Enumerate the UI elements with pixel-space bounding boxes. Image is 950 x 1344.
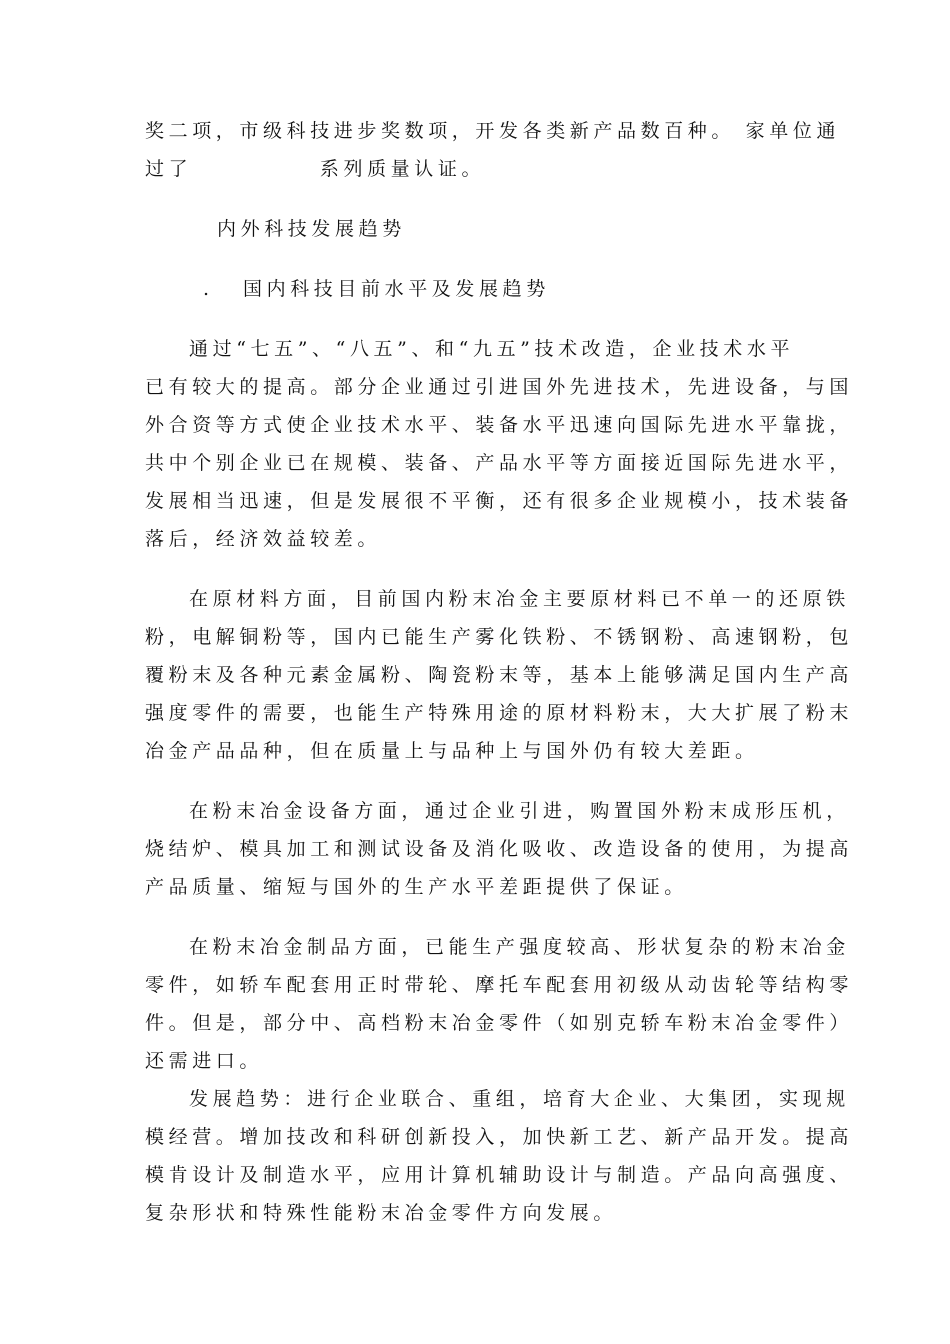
paragraph-2: [145, 580, 854, 770]
paragraph-1: [145, 330, 854, 558]
paragraph-line: 产品质量、缩短与国外的生产水平差距提供了保证。: [145, 876, 688, 898]
paragraph-line: 在粉末冶金制品方面，已能生产强度较高、形状复杂的粉末冶金: [189, 936, 850, 958]
paragraph-line: 冶金产品品种，但在质量上与品种上与国外仍有较大差距。: [145, 740, 759, 762]
paragraph-line: 零件，如轿车配套用正时带轮、摩托车配套用初级从动齿轮等结构零: [145, 974, 854, 996]
paragraph-line: 模经营。增加技改和科研创新投入，加快新工艺、新产品开发。提高: [145, 1126, 854, 1148]
paragraph-line: 发展趋势：进行企业联合、重组，培育大企业、大集团，实现规: [189, 1088, 850, 1110]
paragraph-line: 在粉末冶金设备方面，通过企业引进，购置国外粉末成形压机，: [189, 800, 850, 822]
section-heading: 内外科技发展趋势: [217, 218, 406, 240]
paragraph-line: 复杂形状和特殊性能粉末冶金零件方向发展。: [145, 1202, 618, 1224]
paragraph-line: 还需进口。: [145, 1050, 264, 1072]
paragraph-3: [145, 792, 854, 906]
paragraph-line: 件。但是，部分中、高档粉末冶金零件（如别克轿车粉末冶金零件）: [145, 1012, 854, 1034]
paragraph-line: 模肯设计及制造水平，应用计算机辅助设计与制造。产品向高强度、: [145, 1164, 854, 1186]
subsection-title: 国内科技目前水平及发展趋势: [243, 278, 550, 300]
paragraph-4: [145, 928, 854, 1080]
subsection-number: .: [203, 278, 214, 300]
subsection-heading: [145, 270, 805, 308]
paragraph-line: 强度零件的需要，也能生产特殊用途的原材料粉末，大大扩展了粉末: [145, 702, 854, 724]
paragraph-line: 烧结炉、模具加工和测试设备及消化吸收、改造设备的使用，为提高: [145, 838, 854, 860]
paragraph-line: 通过“七五”、“八五”、和“九五”技术改造，企业技术水平: [189, 338, 795, 360]
paragraph-5: [145, 1080, 854, 1232]
intro-line-1: 奖二项，市级科技进步奖数项，开发各类新产品数百种。 家单位通: [145, 120, 841, 142]
paragraph-line: 共中个别企业已在规模、装备、产品水平等方面接近国际先进水平，: [145, 452, 854, 474]
paragraph-line: 覆粉末及各种元素金属粉、陶瓷粉末等，基本上能够满足国内生产高: [145, 664, 854, 686]
paragraph-line: 外合资等方式使企业技术水平、装备水平迅速向国际先进水平靠拢，: [145, 414, 854, 436]
paragraph-line: 粉，电解铜粉等，国内已能生产雾化铁粉、不锈钢粉、高速钢粉，包: [145, 626, 854, 648]
paragraph-line: 已有较大的提高。部分企业通过引进国外先进技术，先进设备，与国: [145, 376, 854, 398]
document-page: [145, 112, 854, 1232]
paragraph-line: 发展相当迅速，但是发展很不平衡，还有很多企业规模小，技术装备: [145, 490, 854, 512]
paragraph-line: 在原材料方面，目前国内粉末冶金主要原材料已不单一的还原铁: [189, 588, 850, 610]
intro-line-2: 过了 系列质量认证。: [145, 158, 486, 180]
paragraph-line: 落后，经济效益较差。: [145, 528, 382, 550]
